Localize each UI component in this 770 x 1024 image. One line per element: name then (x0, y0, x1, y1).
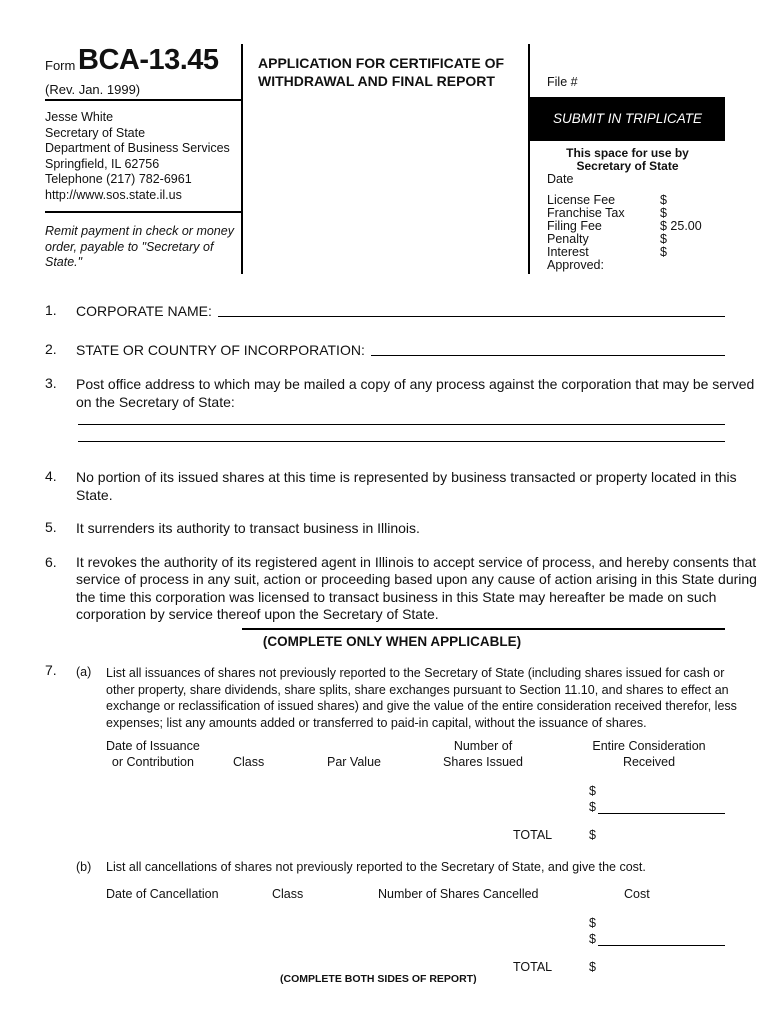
form-number: BCA-13.45 (78, 44, 219, 76)
item-3-line2: on the Secretary of State: (76, 394, 235, 410)
remit-line1: Remit payment in check or money (45, 224, 234, 238)
applicable-heading: (COMPLETE ONLY WHEN APPLICABLE) (262, 634, 522, 649)
item-7a-text (106, 665, 737, 732)
item-7a-line1: List all issuances of shares not previously reported to the Secretary of State (including shares issued for cash or (106, 666, 725, 680)
header-rule-top (45, 99, 241, 101)
item-7b-label: (b) (76, 860, 92, 874)
item-7-number: 7. (45, 662, 57, 678)
item-2-number: 2. (45, 341, 57, 357)
col-shares-issued-line2: Shares Issued (443, 754, 523, 769)
item-1-number: 1. (45, 302, 57, 318)
col-shares-issued-line1: Number of (453, 739, 513, 753)
col-cost: Cost (624, 887, 650, 901)
item-5-text: It surrenders its authority to transact business in Illinois. (76, 520, 420, 536)
fee-label: Interest (547, 245, 589, 259)
consideration-field[interactable] (598, 813, 725, 814)
file-number-label: File # (547, 75, 578, 89)
cost-field[interactable] (598, 945, 725, 946)
state-of-incorporation-field[interactable] (371, 355, 725, 356)
fee-label: Penalty (547, 232, 589, 246)
fee-label: License Fee (547, 193, 616, 207)
item-7a-line3: exchange or reclassification of issued shares) and give the value of the entire consideration received therefor, less (106, 699, 737, 714)
approved-label: Approved: (547, 258, 604, 272)
sender-phone: Telephone (217) 782-6961 (45, 172, 192, 187)
fee-labels (547, 194, 625, 272)
item-4-line2: State. (76, 487, 113, 503)
submit-banner (530, 97, 725, 141)
item-3-number: 3. (45, 375, 57, 391)
item-6-line3: the time this corporation was licensed to transact business in this State may hereafter be made on such (76, 588, 717, 605)
item-7a-line2: other property, share dividends, share splits, share exchanges pursuant to Section 11.10, and shares to effect an (106, 682, 729, 697)
office-use-heading (530, 147, 725, 173)
sender-web[interactable]: http://www.sos.state.il.us (45, 187, 182, 202)
col-date-issuance-line2: or Contribution (111, 754, 194, 769)
form-revision: (Rev. Jan. 1999) (45, 82, 141, 97)
fee-label: Franchise Tax (547, 206, 625, 220)
total-label-b: TOTAL (513, 960, 553, 974)
col-entire-consideration (585, 739, 713, 770)
corporate-name-field[interactable] (218, 316, 725, 317)
col-par-value: Par Value (327, 755, 381, 769)
footer-note: (COMPLETE BOTH SIDES OF REPORT) (280, 973, 477, 985)
item-6-line1: It revokes the authority of its registered agent in Illinois to accept service of process, and hereby consents that (76, 554, 757, 570)
col-date-issuance-line1: Date of Issuance (106, 739, 200, 753)
col-consideration-line1: Entire Consideration (592, 739, 706, 753)
item-7a-label: (a) (76, 665, 92, 679)
sender-address (45, 110, 230, 204)
fee-value: $ (660, 193, 667, 207)
fee-value: $ (660, 245, 667, 259)
fee-value: $ (660, 232, 667, 246)
item-7b-text: List all cancellations of shares not previously reported to the Secretary of State, and give the cost. (106, 860, 646, 874)
item-6-line4: corporation by service thereof upon the Secretary of State. (76, 605, 439, 622)
office-use-line1: This space for use by (566, 146, 689, 160)
col-date-issuance (106, 739, 200, 770)
item-3-line1: Post office address to which may be mailed a copy of any process against the corporation that may be served (76, 376, 755, 392)
process-address-field-1[interactable] (78, 424, 725, 425)
dollar-sign: $ (589, 916, 596, 930)
header-divider-left (241, 44, 243, 274)
remit-line3: State." (45, 255, 83, 270)
dollar-sign: $ (589, 784, 596, 798)
fee-values (660, 194, 702, 259)
dollar-sign: $ (589, 800, 596, 814)
item-7a-line4: expenses; list any amounts added or transferred to paid-in capital, without the issuance of shares. (106, 716, 647, 731)
fee-value: $ (660, 206, 667, 220)
fee-value: $ 25.00 (660, 219, 702, 233)
office-date-label: Date (547, 172, 574, 186)
dollar-sign: $ (589, 932, 596, 946)
col-consideration-line2: Received (622, 754, 676, 769)
sender-dept: Department of Business Services (45, 141, 230, 156)
col-class: Class (233, 755, 265, 769)
item-1-label: CORPORATE NAME: (76, 303, 212, 319)
applicable-rule (242, 628, 725, 630)
dollar-sign: $ (589, 828, 596, 842)
dollar-sign: $ (589, 960, 596, 974)
sender-city: Springfield, IL 62756 (45, 156, 160, 171)
remit-line2: order, payable to "Secretary of (45, 239, 214, 254)
col-class-b: Class (272, 887, 304, 901)
process-address-field-2[interactable] (78, 441, 725, 442)
sender-title: Secretary of State (45, 125, 146, 140)
item-4-text (76, 468, 737, 504)
item-5-number: 5. (45, 519, 57, 535)
header-rule-mid (45, 211, 241, 213)
form-title-line1: APPLICATION FOR CERTIFICATE OF (258, 55, 505, 71)
item-3-text (76, 375, 754, 411)
item-2-label: STATE OR COUNTRY OF INCORPORATION: (76, 342, 365, 358)
item-6-number: 6. (45, 554, 57, 570)
item-4-number: 4. (45, 468, 57, 484)
submit-banner-text: SUBMIT IN TRIPLICATE (552, 111, 702, 126)
office-use-line2: Secretary of State (576, 159, 679, 173)
form-title-line2: WITHDRAWAL AND FINAL REPORT (258, 73, 495, 89)
col-shares-cancelled: Number of Shares Cancelled (378, 887, 539, 901)
item-4-line1: No portion of its issued shares at this time is represented by business transacted or property located in this (76, 469, 737, 485)
col-date-cancellation: Date of Cancellation (106, 887, 219, 901)
fee-label: Filing Fee (547, 219, 602, 233)
col-shares-issued (440, 739, 526, 770)
remit-note (45, 224, 234, 271)
item-6-line2: service of process in any suit, action or proceeding based upon any cause of action arising in this State during (76, 571, 757, 588)
form-word: Form (45, 58, 76, 73)
total-label: TOTAL (513, 828, 553, 842)
item-6-text (76, 554, 757, 623)
sender-name: Jesse White (45, 110, 114, 124)
